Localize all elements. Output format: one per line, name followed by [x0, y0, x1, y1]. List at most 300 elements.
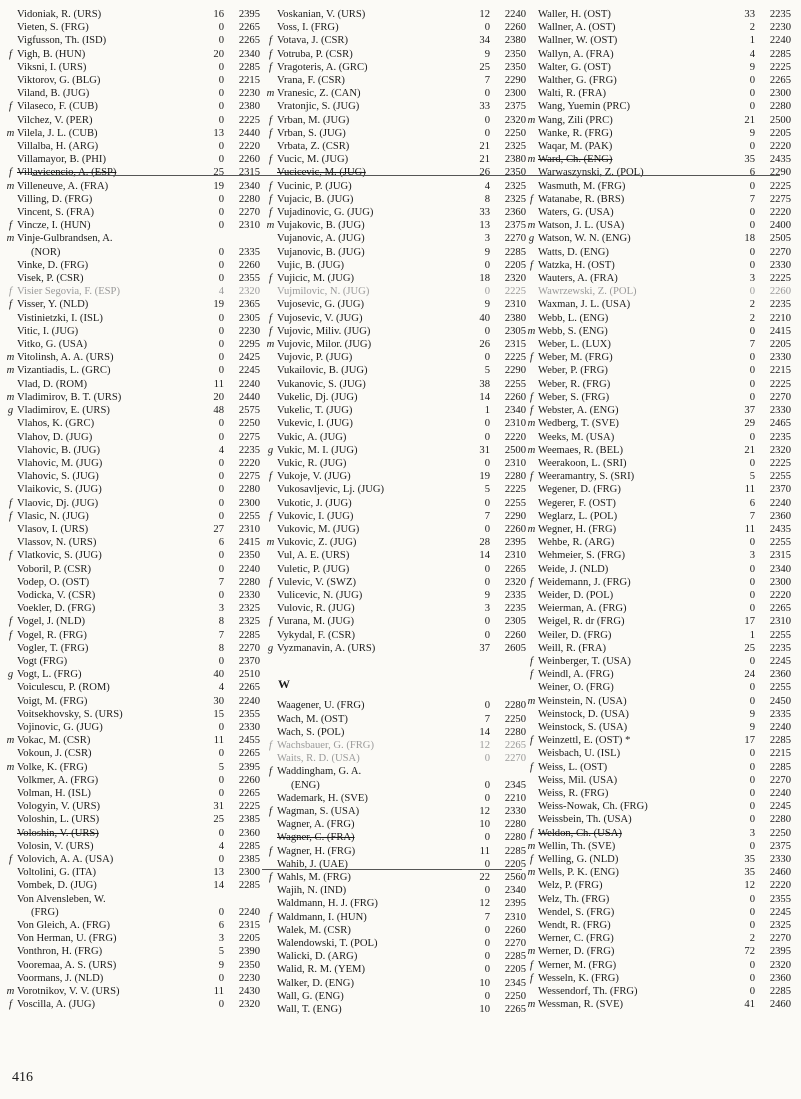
games-count: 30 — [213, 695, 224, 707]
title-mark: f — [9, 510, 12, 522]
player-name: Wessman, R. (SVE) — [538, 999, 624, 1011]
player-entry — [4, 246, 262, 259]
player-entry — [4, 48, 262, 61]
player-entry — [264, 180, 528, 193]
rating: 2440 — [238, 127, 260, 139]
games-count: 27 — [213, 523, 224, 535]
title-mark: f — [269, 805, 272, 817]
player-name: Weinstein, N. (USA) — [538, 695, 627, 707]
player-entry — [525, 510, 793, 523]
rating: 2330 — [238, 721, 260, 733]
games-count: 10 — [479, 819, 490, 831]
rating: 2245 — [769, 655, 791, 667]
games-count: 0 — [218, 325, 224, 337]
rating: 2225 — [238, 801, 260, 813]
player-name: Von Gleich, A. (FRG) — [17, 920, 111, 932]
player-name: Weierman, A. (FRG) — [538, 603, 627, 615]
title-mark: f — [530, 193, 533, 205]
player-entry — [4, 615, 262, 628]
player-entry — [264, 990, 528, 1003]
rating: 2265 — [504, 739, 526, 751]
player-name: Waller, H. (OST) — [538, 9, 611, 20]
games-count: 2 — [749, 22, 755, 34]
title-mark: m — [527, 523, 536, 535]
rating: 2255 — [504, 497, 526, 509]
player-entry — [264, 74, 528, 87]
rating: 2395 — [504, 898, 526, 910]
player-name: Vujovic, Miliv. (JUG) — [277, 325, 371, 337]
games-count: 0 — [749, 286, 755, 298]
player-name: Vurana, M. (JUG) — [277, 616, 355, 628]
title-mark: m — [527, 999, 536, 1011]
player-entry — [4, 21, 262, 34]
player-entry — [264, 285, 528, 298]
games-count: 37 — [744, 405, 755, 417]
games-count: 9 — [484, 48, 490, 60]
rating: 2230 — [238, 325, 260, 337]
games-count: 10 — [479, 977, 490, 989]
player-entry — [525, 549, 793, 562]
rating: 2375 — [769, 840, 791, 852]
player-entry — [525, 325, 793, 338]
player-name: Vigfusson, Th. (ISD) — [17, 35, 107, 47]
games-count: 9 — [749, 721, 755, 733]
player-name: Vujicic, M. (JUG) — [277, 273, 355, 285]
player-name: Waits, R. D. (USA) — [277, 753, 360, 765]
rating: 2300 — [769, 88, 791, 100]
rating: 2255 — [238, 510, 260, 522]
rating: 2415 — [238, 537, 260, 549]
player-entry — [525, 945, 793, 958]
rating: 2285 — [769, 48, 791, 60]
games-count: 0 — [218, 906, 224, 918]
games-count: 48 — [213, 405, 224, 417]
games-count: 9 — [484, 246, 490, 258]
games-count: 4 — [218, 682, 224, 694]
player-entry — [4, 206, 262, 219]
games-count: 0 — [484, 832, 490, 844]
player-name: Von Herman, U. (FRG) — [17, 933, 117, 945]
player-entry — [4, 695, 262, 708]
games-count: 13 — [213, 867, 224, 879]
player-name: Vulicevic, N. (JUG) — [277, 589, 363, 601]
player-name: Wahib, J. (UAE) — [277, 858, 348, 870]
rating: 2360 — [769, 669, 791, 681]
games-count: 0 — [218, 510, 224, 522]
player-name: Vukosavljevic, Lj. (JUG) — [277, 484, 385, 496]
title-mark: m — [527, 220, 536, 232]
games-count: 2 — [749, 933, 755, 945]
title-mark: f — [9, 854, 12, 865]
rating: 2205 — [769, 339, 791, 351]
player-entry — [264, 114, 528, 127]
title-mark: m — [6, 352, 15, 364]
games-count: 18 — [744, 233, 755, 245]
player-entry — [4, 470, 262, 483]
player-entry — [525, 695, 793, 708]
player-entry — [4, 589, 262, 602]
rating: 2235 — [769, 9, 791, 20]
player-entry — [4, 298, 262, 311]
player-name: Vukic, A. (JUG) — [277, 431, 347, 443]
rating: 2320 — [238, 286, 260, 298]
games-count: 20 — [213, 48, 224, 60]
player-entry — [264, 431, 528, 444]
games-count: 0 — [218, 497, 224, 509]
rating: 2205 — [504, 964, 526, 976]
rating: 2380 — [504, 154, 526, 166]
rating: 2250 — [769, 827, 791, 839]
games-count: 21 — [744, 444, 755, 456]
rating: 2280 — [504, 819, 526, 831]
games-count: 0 — [749, 695, 755, 707]
rating: 2315 — [238, 167, 260, 179]
player-name: Volman, H. (ISL) — [17, 787, 91, 799]
player-name: (FRG) — [31, 906, 59, 918]
games-count: 7 — [749, 339, 755, 351]
rating: 2350 — [504, 48, 526, 60]
games-count: 2 — [749, 299, 755, 311]
player-name: Vodicka, V. (CSR) — [17, 589, 96, 601]
player-name: Vonthron, H. (FRG) — [17, 946, 103, 958]
player-name: Walker, D. (ENG) — [277, 977, 354, 989]
player-entry — [264, 193, 528, 206]
player-entry — [4, 391, 262, 404]
player-name: Watts, D. (ENG) — [538, 246, 609, 258]
rating: 2285 — [238, 61, 260, 73]
rating: 2500 — [504, 444, 526, 456]
player-entry — [264, 523, 528, 536]
player-entry — [525, 998, 793, 1011]
player-name: Watanabe, R. (BRS) — [538, 193, 625, 205]
player-entry — [264, 805, 528, 818]
games-count: 0 — [218, 431, 224, 443]
games-count: 0 — [749, 246, 755, 258]
player-entry — [4, 893, 262, 906]
rating: 2380 — [504, 312, 526, 324]
title-mark: m — [527, 444, 536, 456]
player-entry — [4, 734, 262, 747]
rating: 2325 — [238, 616, 260, 628]
player-entry — [525, 813, 793, 826]
column-1 — [4, 8, 262, 1068]
games-count: 0 — [218, 854, 224, 865]
title-mark: f — [269, 207, 272, 219]
rating: 2260 — [504, 391, 526, 403]
player-entry — [525, 114, 793, 127]
player-entry — [264, 206, 528, 219]
games-count: 35 — [744, 154, 755, 166]
games-count: 0 — [218, 999, 224, 1011]
games-count: 0 — [218, 365, 224, 377]
games-count: 3 — [218, 933, 224, 945]
player-entry — [4, 87, 262, 100]
rating: 2360 — [769, 972, 791, 984]
player-entry — [264, 100, 528, 113]
player-entry — [264, 950, 528, 963]
games-count: 25 — [479, 61, 490, 73]
rating: 2260 — [504, 22, 526, 34]
player-name: Weeramantry, S. (SRI) — [538, 471, 635, 483]
player-name: Wanke, R. (FRG) — [538, 127, 613, 139]
rating: 2205 — [504, 259, 526, 271]
player-name: Wang, Zili (PRC) — [538, 114, 613, 126]
title-mark: f — [530, 735, 533, 747]
rating: 2375 — [504, 101, 526, 113]
games-count: 3 — [749, 273, 755, 285]
player-entry — [264, 140, 528, 153]
player-entry — [4, 536, 262, 549]
rating: 2225 — [769, 61, 791, 73]
player-entry — [264, 1003, 528, 1016]
games-count: 31 — [479, 444, 490, 456]
player-entry — [4, 774, 262, 787]
player-name: Voiculescu, P. (ROM) — [17, 682, 110, 694]
player-name: Vlatkovic, S. (JUG) — [17, 550, 102, 562]
player-entry — [264, 549, 528, 562]
player-name: Vulovic, R. (JUG) — [277, 603, 355, 615]
player-name: Wegener, D. (FRG) — [538, 484, 621, 496]
title-mark: f — [9, 167, 12, 179]
player-entry — [264, 510, 528, 523]
title-mark: f — [9, 616, 12, 628]
rating: 2240 — [238, 695, 260, 707]
player-name: Vyzmanavin, A. (URS) — [277, 642, 376, 654]
rating: 2440 — [238, 391, 260, 403]
player-name: Wendel, S. (FRG) — [538, 906, 615, 918]
player-name: Watson, J. L. (USA) — [538, 220, 625, 232]
player-entry — [525, 457, 793, 470]
rating: 2240 — [238, 563, 260, 575]
player-name: Vokac, M. (CSR) — [17, 735, 91, 747]
player-name: Vujakovic, B. (JUG) — [277, 220, 365, 232]
rating: 2245 — [769, 801, 791, 813]
player-name: Vlahos, K. (GRC) — [17, 418, 95, 430]
player-name: Vogel, J. (NLD) — [17, 616, 86, 628]
player-name: Weidemann, J. (FRG) — [538, 576, 631, 588]
player-entry — [4, 259, 262, 272]
player-name: Vujosevic, G. (JUG) — [277, 299, 365, 311]
games-count: 9 — [484, 299, 490, 311]
games-count: 0 — [218, 207, 224, 219]
rating: 2340 — [504, 885, 526, 897]
rating: 2220 — [238, 457, 260, 469]
games-count: 25 — [213, 814, 224, 826]
player-entry — [264, 536, 528, 549]
player-entry — [4, 364, 262, 377]
games-count: 4 — [218, 444, 224, 456]
games-count: 0 — [749, 75, 755, 87]
rating: 2370 — [769, 484, 791, 496]
player-entry — [525, 959, 793, 972]
games-count: 40 — [213, 669, 224, 681]
player-name: Wessendorf, Th. (FRG) — [538, 986, 638, 998]
player-entry — [264, 831, 528, 844]
player-name: Wall, G. (ENG) — [277, 990, 344, 1002]
games-count: 0 — [749, 761, 755, 773]
strike-rule-2 — [262, 869, 522, 870]
games-count: 31 — [213, 801, 224, 813]
rating: 2360 — [504, 207, 526, 219]
games-count: 0 — [749, 563, 755, 575]
player-name: Vodep, O. (OST) — [17, 576, 90, 588]
rating: 2380 — [504, 35, 526, 47]
rating: 2385 — [238, 854, 260, 865]
rating: 2305 — [504, 325, 526, 337]
player-entry — [525, 378, 793, 391]
player-name: Waldmann, H. J. (FRG) — [277, 898, 378, 910]
rating: 2235 — [769, 642, 791, 654]
rating: 2360 — [769, 510, 791, 522]
rating: 2575 — [238, 405, 260, 417]
player-entry — [4, 523, 262, 536]
player-entry — [4, 985, 262, 998]
player-entry — [525, 127, 793, 140]
games-count: 0 — [749, 840, 755, 852]
games-count: 0 — [484, 286, 490, 298]
player-name: Vukic, R. (JUG) — [277, 457, 347, 469]
player-entry — [525, 483, 793, 496]
games-count: 0 — [484, 629, 490, 641]
games-count: 0 — [749, 655, 755, 667]
games-count: 12 — [479, 805, 490, 817]
player-name: Weber, P. (FRG) — [538, 365, 608, 377]
title-mark: f — [9, 629, 12, 641]
title-mark: m — [527, 154, 536, 166]
player-name: Walek, M. (CSR) — [277, 924, 351, 936]
player-name: Vincze, I. (HUN) — [17, 220, 91, 232]
rating: 2290 — [769, 167, 791, 179]
player-name: Weldon, Ch. (USA) — [538, 827, 622, 839]
player-entry — [525, 615, 793, 628]
rating: 2275 — [238, 471, 260, 483]
games-count: 33 — [479, 207, 490, 219]
games-count: 0 — [218, 312, 224, 324]
games-count: 0 — [749, 365, 755, 377]
player-entry — [525, 563, 793, 576]
rating: 2355 — [238, 708, 260, 720]
title-mark: f — [530, 352, 533, 364]
games-count: 0 — [218, 61, 224, 73]
player-name: Vukoje, V. (JUG) — [277, 471, 351, 483]
player-name: Wedberg, T. (SVE) — [538, 418, 619, 430]
player-entry — [4, 483, 262, 496]
games-count: 0 — [749, 920, 755, 932]
player-entry — [4, 497, 262, 510]
games-count: 0 — [218, 246, 224, 258]
title-mark: g — [267, 642, 274, 654]
games-count: 0 — [484, 700, 490, 712]
player-name: Vogler, T. (FRG) — [17, 642, 89, 654]
rating: 2220 — [504, 431, 526, 443]
games-count: 0 — [749, 603, 755, 615]
games-count: 7 — [218, 629, 224, 641]
rating: 2235 — [238, 444, 260, 456]
rating: 2395 — [769, 946, 791, 958]
player-name: Weemaes, R. (BEL) — [538, 444, 624, 456]
rating: 2280 — [769, 814, 791, 826]
player-entry — [264, 312, 528, 325]
games-count: 0 — [484, 352, 490, 364]
rating: 2205 — [238, 933, 260, 945]
title-mark: f — [269, 911, 272, 923]
player-name: Vitic, I. (JUG) — [17, 325, 79, 337]
player-name: Vucic, M. (JUG) — [277, 154, 349, 166]
rating: 2225 — [504, 484, 526, 496]
player-name: Von Alvensleben, W. — [17, 893, 106, 905]
player-entry — [264, 924, 528, 937]
player-name: Vujosevic, V. (JUG) — [277, 312, 363, 324]
player-entry — [264, 48, 528, 61]
player-entry — [4, 906, 262, 919]
games-count: 17 — [744, 735, 755, 747]
player-name: Wang, Yuemin (PRC) — [538, 101, 631, 113]
player-name: Wagner, H. (FRG) — [277, 845, 356, 857]
title-mark: f — [530, 391, 533, 403]
player-name: Wagner, C. (FRA) — [277, 832, 355, 844]
rating: 2250 — [504, 990, 526, 1002]
player-entry — [264, 576, 528, 589]
player-name: Wehmeier, S. (FRG) — [538, 550, 625, 562]
title-mark: f — [269, 48, 272, 60]
rating: 2330 — [238, 589, 260, 601]
player-entry — [525, 879, 793, 892]
rating: 2265 — [238, 22, 260, 34]
games-count: 11 — [213, 986, 224, 998]
player-entry — [264, 166, 528, 179]
player-name: Vukevic, I. (JUG) — [277, 418, 353, 430]
player-entry — [264, 444, 528, 457]
games-count: 29 — [744, 418, 755, 430]
rating: 2435 — [769, 154, 791, 166]
games-count: 0 — [218, 273, 224, 285]
games-count: 3 — [749, 550, 755, 562]
player-name: Volkmer, A. (FRG) — [17, 774, 99, 786]
rating: 2240 — [769, 35, 791, 47]
games-count: 0 — [749, 220, 755, 232]
title-mark: f — [9, 101, 12, 113]
player-entry — [264, 739, 528, 752]
player-name: Vieten, S. (FRG) — [17, 22, 89, 34]
rating: 2285 — [238, 840, 260, 852]
games-count: 6 — [749, 167, 755, 179]
games-count: 0 — [218, 774, 224, 786]
title-mark: f — [269, 871, 272, 883]
games-count: 0 — [218, 827, 224, 839]
rating: 2240 — [504, 9, 526, 20]
games-count: 0 — [218, 589, 224, 601]
player-entry — [264, 8, 528, 21]
rating: 2270 — [238, 642, 260, 654]
rating: 2325 — [504, 141, 526, 153]
player-name: Ward, Ch. (ENG) — [538, 154, 613, 166]
player-entry — [4, 61, 262, 74]
rating: 2250 — [238, 418, 260, 430]
rating: 2250 — [504, 127, 526, 139]
player-entry — [525, 787, 793, 800]
rating: 2270 — [504, 938, 526, 949]
player-entry — [525, 708, 793, 721]
games-count: 0 — [484, 792, 490, 804]
player-entry — [264, 871, 528, 884]
title-mark: f — [9, 497, 12, 509]
rating: 2285 — [504, 246, 526, 258]
title-mark: m — [527, 695, 536, 707]
title-mark: g — [7, 405, 14, 417]
player-name: Vujic, B. (JUG) — [277, 259, 345, 271]
games-count: 12 — [479, 9, 490, 20]
player-entry — [264, 404, 528, 417]
